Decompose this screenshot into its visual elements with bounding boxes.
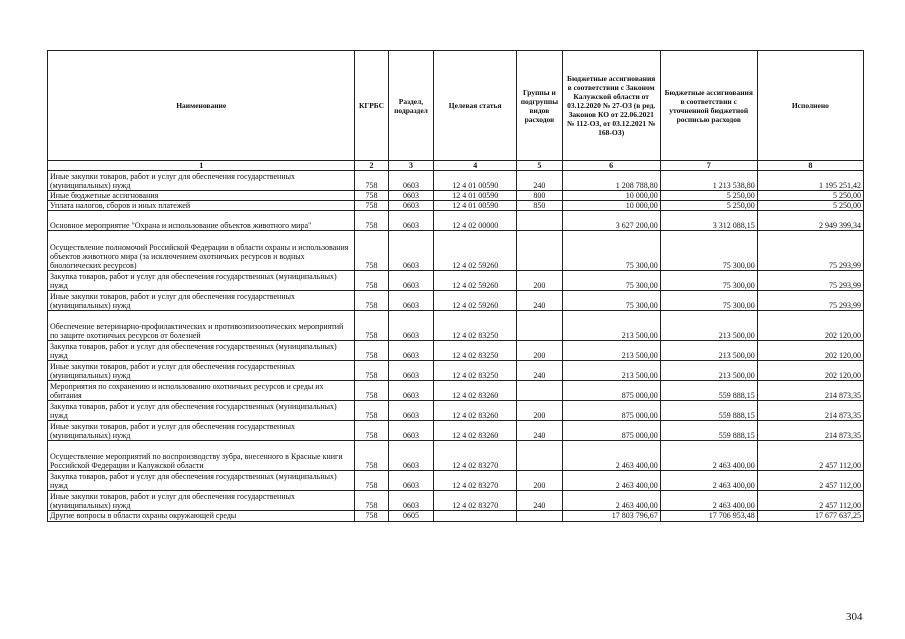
column-number: 7 [660,161,757,171]
table-row [48,231,864,271]
header-target: Целевая статья [434,51,517,161]
cell-target: 12 4 02 59260 [434,291,517,311]
cell-executed: 5 250,00 [757,191,863,201]
table-row [48,421,864,441]
cell-executed: 202 120,00 [757,341,863,361]
cell-name: Другие вопросы в области охраны окружающей среды [48,511,355,521]
cell-group: 200 [517,271,563,291]
cell-executed: 214 873,35 [757,401,863,421]
table-row [48,491,864,511]
cell-group: 240 [517,291,563,311]
cell-approved: 10 000,00 [562,191,660,201]
cell-target: 12 4 02 83260 [434,421,517,441]
table-row [48,511,864,521]
cell-executed: 75 293,99 [757,291,863,311]
cell-kgrbs: 758 [355,471,388,491]
cell-kgrbs: 758 [355,271,388,291]
cell-kgrbs: 758 [355,341,388,361]
column-number: 3 [388,161,434,171]
cell-group: 200 [517,401,563,421]
cell-approved: 2 463 400,00 [562,471,660,491]
cell-refined: 1 213 538,80 [660,171,757,191]
cell-target: 12 4 02 59260 [434,231,517,271]
cell-target: 12 4 01 00590 [434,191,517,201]
cell-section: 0603 [388,381,434,401]
cell-group: 850 [517,201,563,211]
cell-kgrbs: 758 [355,191,388,201]
cell-target: 12 4 02 83260 [434,401,517,421]
cell-approved: 213 500,00 [562,311,660,341]
cell-refined: 213 500,00 [660,311,757,341]
cell-group: 240 [517,491,563,511]
cell-kgrbs: 758 [355,441,388,471]
cell-group [517,511,563,521]
cell-approved: 17 803 796,67 [562,511,660,521]
cell-refined: 75 300,00 [660,231,757,271]
column-number: 8 [757,161,863,171]
cell-refined: 2 463 400,00 [660,491,757,511]
cell-kgrbs: 758 [355,171,388,191]
table-row [48,361,864,381]
cell-name: Иные закупки товаров, работ и услуг для обеспечения государственных (муниципальных) нужд [48,421,355,441]
cell-section: 0603 [388,361,434,381]
cell-section: 0603 [388,171,434,191]
cell-refined: 213 500,00 [660,341,757,361]
cell-approved: 2 463 400,00 [562,491,660,511]
cell-refined: 559 888,15 [660,401,757,421]
cell-target: 12 4 02 83250 [434,361,517,381]
cell-section: 0603 [388,271,434,291]
cell-name: Уплата налогов, сборов и иных платежей [48,201,355,211]
cell-executed: 2 457 112,00 [757,471,863,491]
cell-section: 0603 [388,491,434,511]
cell-target: 12 4 02 83260 [434,381,517,401]
cell-approved: 213 500,00 [562,361,660,381]
cell-name: Иные бюджетные ассигнования [48,191,355,201]
cell-kgrbs: 758 [355,211,388,231]
cell-group [517,231,563,271]
cell-target: 12 4 02 83270 [434,471,517,491]
table-row [48,201,864,211]
cell-kgrbs: 758 [355,401,388,421]
cell-refined: 559 888,15 [660,421,757,441]
cell-approved: 75 300,00 [562,231,660,271]
cell-kgrbs: 758 [355,421,388,441]
header-approved: Бюджетные ассигнования в соответствии с Законом Калужской области от 03.12.2020 № 27-ОЗ (в ред. Законов КО от 22.06.2021 № 112-ОЗ, от 03.12.2021 № 168-ОЗ) [562,51,660,161]
cell-name: Закупка товаров, работ и услуг для обеспечения государственных (муниципальных) нужд [48,271,355,291]
cell-section: 0603 [388,401,434,421]
page-number: 304 [846,611,863,623]
table-row [48,341,864,361]
cell-executed: 2 949 399,34 [757,211,863,231]
cell-group [517,381,563,401]
cell-group [517,311,563,341]
cell-approved: 75 300,00 [562,291,660,311]
table-row [48,311,864,341]
cell-refined: 213 500,00 [660,361,757,381]
cell-approved: 875 000,00 [562,401,660,421]
cell-name: Осуществление полномочий Российской Федерации в области охраны и использования объектов животного мира (за исключением охотничьих ресурсов и водных биологических ресурсов) [48,231,355,271]
header-executed: Исполнено [757,51,863,161]
header-refined: Бюджетные ассигнования в соответствии с уточненной бюджетной росписью расходов [660,51,757,161]
cell-refined: 559 888,15 [660,381,757,401]
cell-refined: 5 250,00 [660,201,757,211]
cell-approved: 2 463 400,00 [562,441,660,471]
cell-group [517,441,563,471]
cell-section: 0603 [388,341,434,361]
cell-target: 12 4 01 00590 [434,201,517,211]
column-number: 4 [434,161,517,171]
cell-name: Осуществление мероприятий по воспроизводству зубра, внесенного в Красные книги Российской Федерации и Калужской области [48,441,355,471]
table-row [48,291,864,311]
cell-group: 240 [517,361,563,381]
cell-group: 200 [517,341,563,361]
cell-name: Обеспечение ветеринарно-профилактических и противоэпизоотических мероприятий по защите охотничьих ресурсов от болезней [48,311,355,341]
table-row [48,401,864,421]
cell-kgrbs: 758 [355,511,388,521]
cell-target: 12 4 02 59260 [434,271,517,291]
table-row [48,271,864,291]
cell-target: 12 4 01 00590 [434,171,517,191]
cell-target: 12 4 02 83270 [434,441,517,471]
table-row [48,191,864,201]
cell-kgrbs: 758 [355,311,388,341]
cell-section: 0603 [388,311,434,341]
cell-approved: 1 208 788,80 [562,171,660,191]
cell-section: 0603 [388,421,434,441]
cell-refined: 75 300,00 [660,271,757,291]
cell-refined: 75 300,00 [660,291,757,311]
cell-name: Иные закупки товаров, работ и услуг для обеспечения государственных (муниципальных) нужд [48,361,355,381]
cell-executed: 75 293,99 [757,271,863,291]
cell-kgrbs: 758 [355,361,388,381]
cell-kgrbs: 758 [355,231,388,271]
cell-executed: 214 873,35 [757,421,863,441]
cell-section: 0603 [388,191,434,201]
cell-executed: 202 120,00 [757,361,863,381]
cell-kgrbs: 758 [355,491,388,511]
cell-name: Основное мероприятие "Охрана и использование объектов животного мира" [48,211,355,231]
cell-name: Мероприятия по сохранению и использованию охотничьих ресурсов и среды их обитания [48,381,355,401]
cell-executed: 17 677 637,25 [757,511,863,521]
header-groups: Группы и подгруппы видов расходов [517,51,563,161]
column-number: 6 [562,161,660,171]
cell-approved: 3 627 200,00 [562,211,660,231]
cell-section: 0603 [388,231,434,271]
cell-name: Закупка товаров, работ и услуг для обеспечения государственных (муниципальных) нужд [48,401,355,421]
table-body [48,171,864,522]
cell-executed: 5 250,00 [757,201,863,211]
cell-approved: 213 500,00 [562,341,660,361]
cell-executed: 75 293,99 [757,231,863,271]
cell-group: 240 [517,171,563,191]
cell-refined: 3 312 088,15 [660,211,757,231]
cell-group [517,211,563,231]
cell-refined: 5 250,00 [660,191,757,201]
table-row [48,171,864,191]
cell-executed: 2 457 112,00 [757,491,863,511]
cell-section: 0603 [388,211,434,231]
header-kgrbs: КГРБС [355,51,388,161]
cell-name: Иные закупки товаров, работ и услуг для обеспечения государственных (муниципальных) нужд [48,171,355,191]
cell-executed: 202 120,00 [757,311,863,341]
cell-executed: 2 457 112,00 [757,441,863,471]
cell-approved: 875 000,00 [562,421,660,441]
cell-target: 12 4 02 00000 [434,211,517,231]
cell-target: 12 4 02 83250 [434,311,517,341]
cell-kgrbs: 758 [355,381,388,401]
table-row [48,441,864,471]
cell-refined: 2 463 400,00 [660,471,757,491]
cell-name: Закупка товаров, работ и услуг для обеспечения государственных (муниципальных) нужд [48,341,355,361]
column-number-row [48,161,864,171]
cell-name: Иные закупки товаров, работ и услуг для обеспечения государственных (муниципальных) нужд [48,291,355,311]
cell-group: 240 [517,421,563,441]
column-number: 5 [517,161,563,171]
cell-approved: 10 000,00 [562,201,660,211]
table-row [48,211,864,231]
cell-refined: 17 706 953,48 [660,511,757,521]
cell-section: 0603 [388,291,434,311]
cell-target: 12 4 02 83270 [434,491,517,511]
cell-section: 0603 [388,471,434,491]
column-number: 1 [48,161,355,171]
cell-section: 0603 [388,201,434,211]
cell-kgrbs: 758 [355,201,388,211]
cell-kgrbs: 758 [355,291,388,311]
header-name: Наименование [48,51,355,161]
column-number: 2 [355,161,388,171]
cell-executed: 214 873,35 [757,381,863,401]
table-row [48,381,864,401]
cell-refined: 2 463 400,00 [660,441,757,471]
cell-group: 200 [517,471,563,491]
cell-name: Закупка товаров, работ и услуг для обеспечения государственных (муниципальных) нужд [48,471,355,491]
header-section: Раздел, подраздел [388,51,434,161]
cell-approved: 75 300,00 [562,271,660,291]
cell-section: 0605 [388,511,434,521]
cell-group: 800 [517,191,563,201]
table-row [48,471,864,491]
cell-target [434,511,517,521]
cell-section: 0603 [388,441,434,471]
cell-approved: 875 000,00 [562,381,660,401]
cell-name: Иные закупки товаров, работ и услуг для обеспечения государственных (муниципальных) нужд [48,491,355,511]
budget-table [47,50,864,522]
cell-target: 12 4 02 83250 [434,341,517,361]
cell-executed: 1 195 251,42 [757,171,863,191]
table-header [48,51,864,171]
